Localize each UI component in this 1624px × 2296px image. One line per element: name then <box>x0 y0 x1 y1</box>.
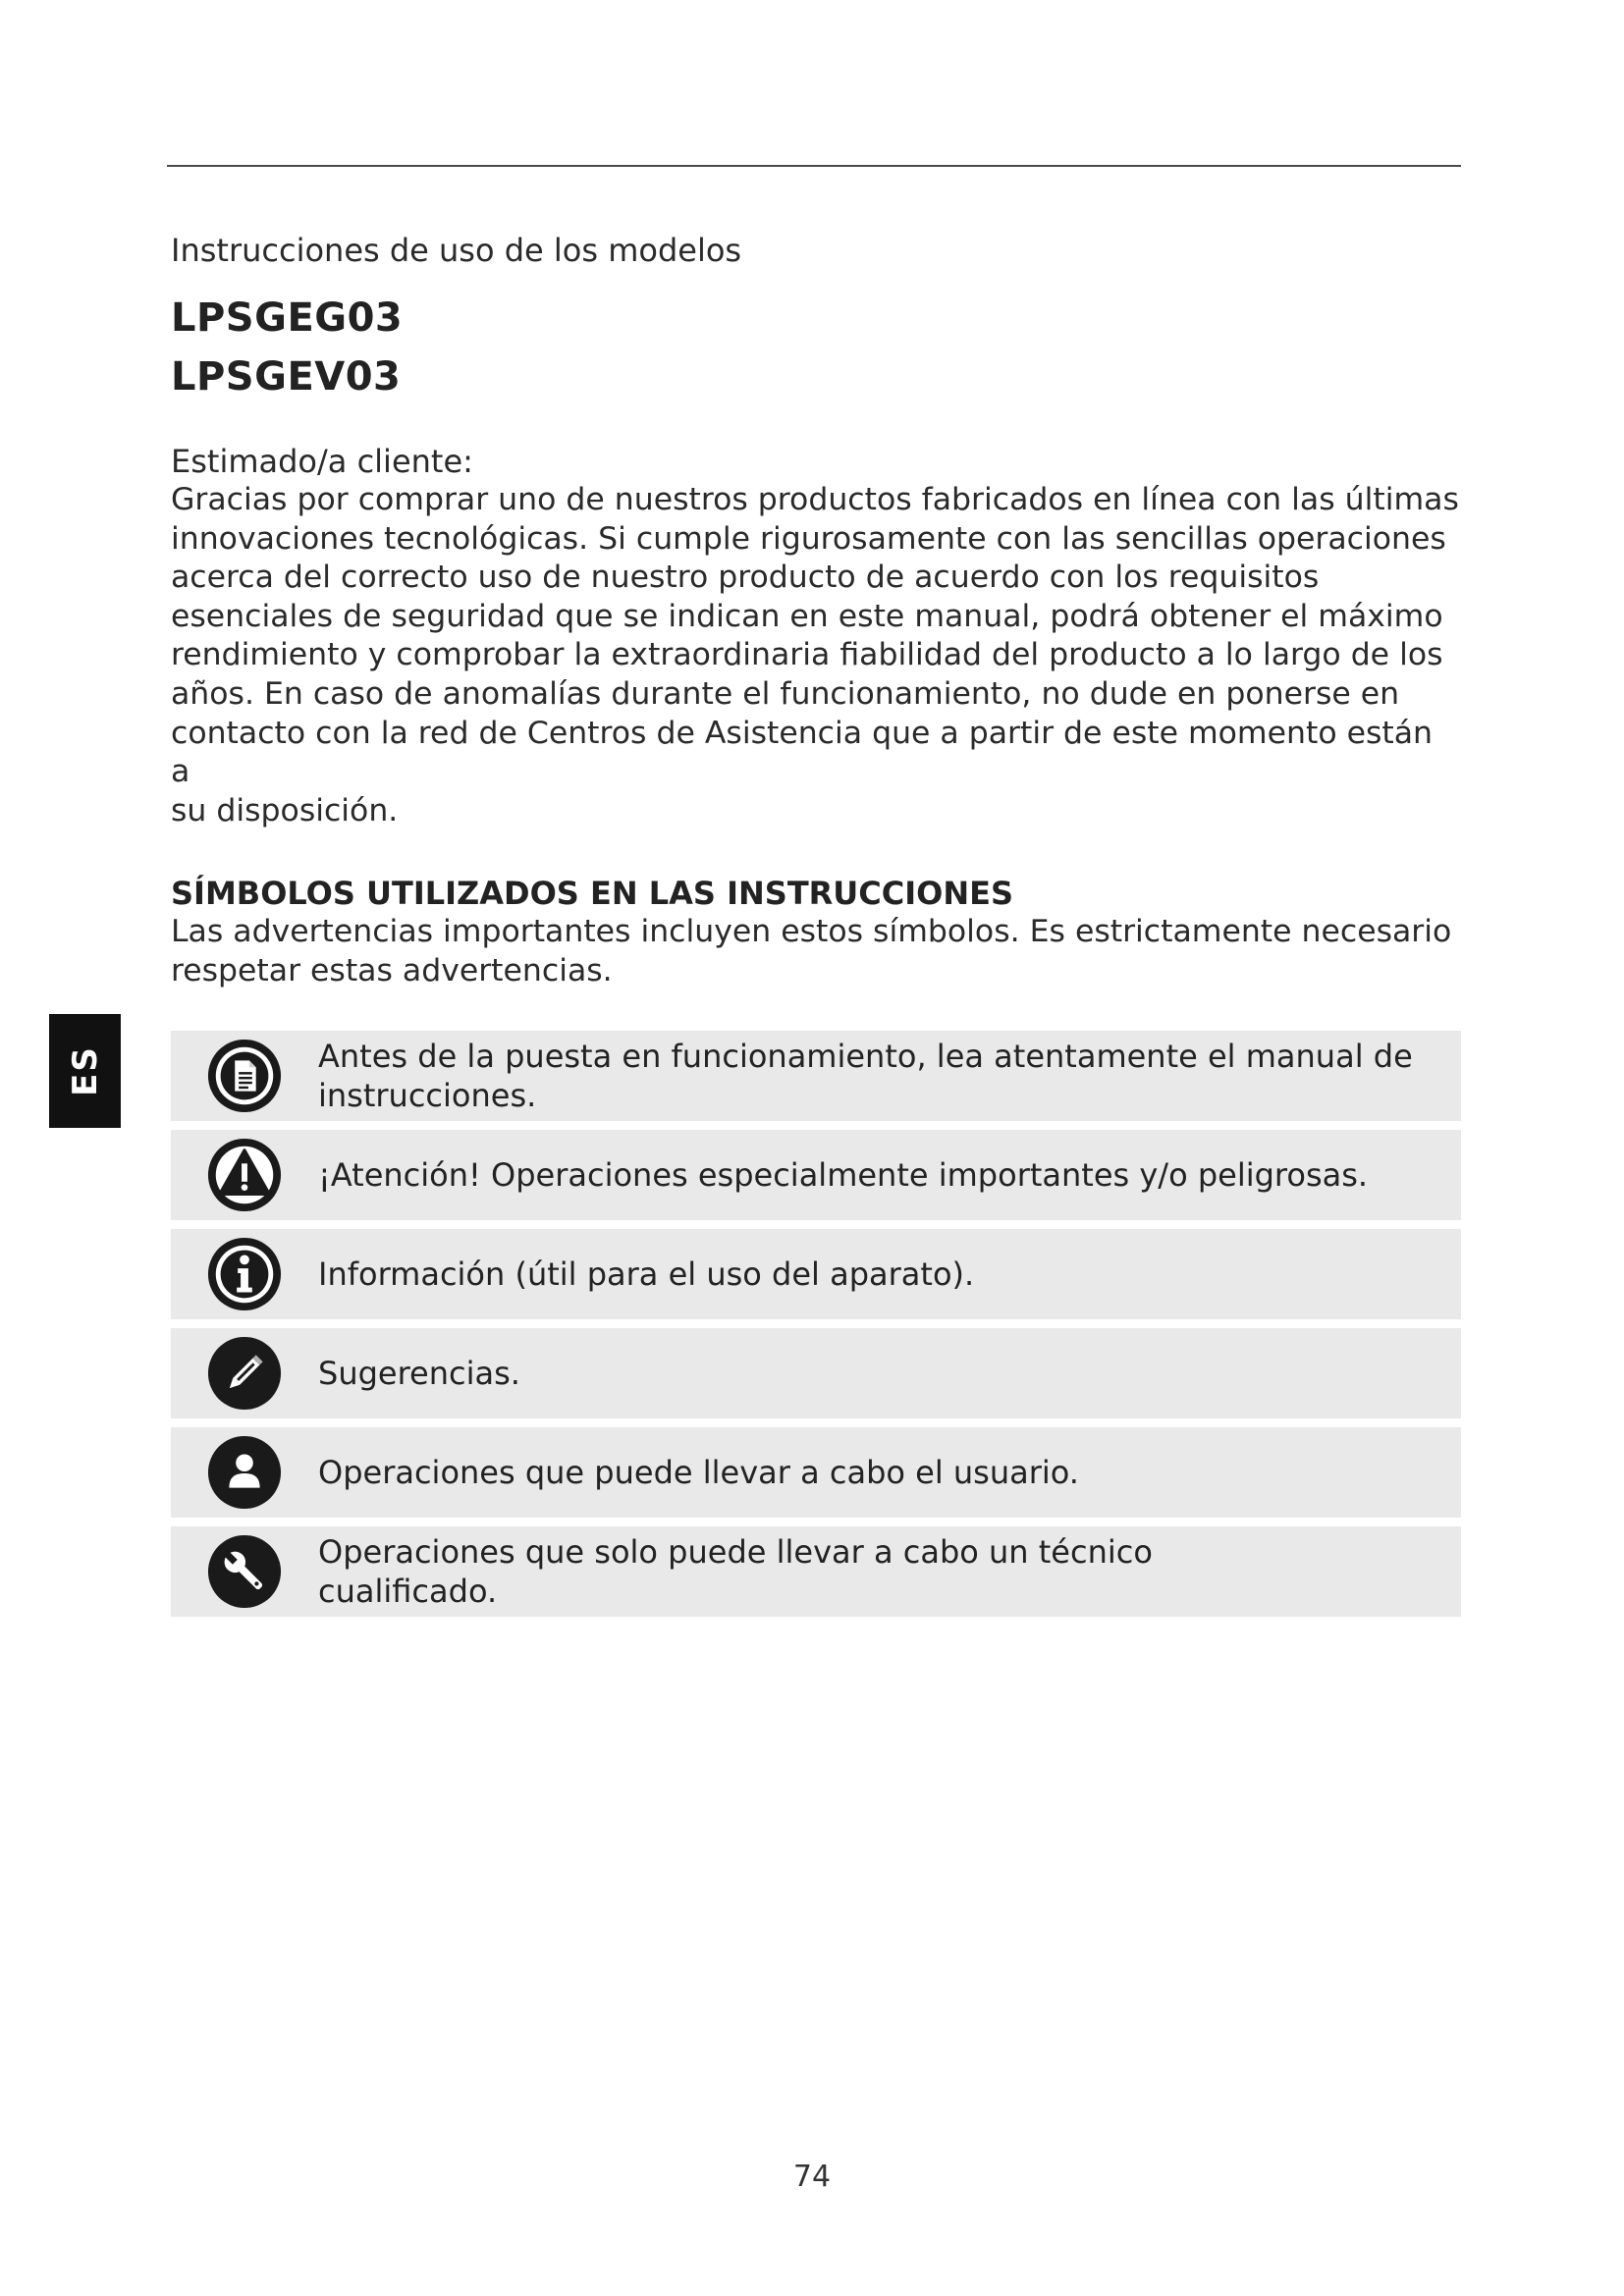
intro-line: Instrucciones de uso de los modelos <box>171 232 742 269</box>
paragraph-line: innovaciones tecnológicas. Si cumple rigurosamente con las sencillas operaciones <box>171 520 1446 557</box>
user-icon <box>171 1427 318 1518</box>
symbol-row-suggestions <box>171 1328 1461 1418</box>
top-divider <box>167 165 1461 167</box>
intro-paragraph <box>171 481 1461 830</box>
language-tab <box>49 1014 121 1128</box>
symbol-text-line: Operaciones que solo puede llevar a cabo un técnico <box>318 1532 1153 1571</box>
symbol-row-user <box>171 1427 1461 1518</box>
wrench-icon <box>171 1526 318 1617</box>
page-content <box>171 228 1461 1626</box>
model-code-2: LPSGEV03 <box>171 354 402 400</box>
symbol-text <box>318 1255 1013 1294</box>
symbol-text <box>318 1453 1118 1492</box>
symbol-text <box>318 1354 560 1393</box>
paragraph-line: su disposición. <box>171 792 399 828</box>
language-tab-label: ES <box>65 1045 105 1096</box>
model-code-1: LPSGEG03 <box>171 295 404 341</box>
symbol-text-line: Información (útil para el uso del aparato). <box>318 1255 975 1293</box>
symbol-text <box>318 1155 1407 1195</box>
pencil-icon <box>171 1328 318 1418</box>
symbol-text-line: ¡Atención! Operaciones especialmente importantes y/o peligrosas. <box>318 1155 1369 1194</box>
paragraph-line: Gracias por comprar uno de nuestros productos fabricados en línea con las últimas <box>171 482 1459 517</box>
symbols-description <box>171 913 1461 990</box>
symbol-row-info <box>171 1229 1461 1319</box>
symbols-heading: SÍMBOLOS UTILIZADOS EN LAS INSTRUCCIONES <box>171 875 1014 913</box>
symbol-row-warning <box>171 1130 1461 1220</box>
description-line: Las advertencias importantes incluyen estos símbolos. Es estrictamente necesario <box>171 914 1452 950</box>
symbol-text-line: cualificado. <box>318 1572 498 1610</box>
symbol-text <box>318 1037 1452 1115</box>
symbol-row-manual <box>171 1031 1461 1121</box>
page-number: 74 <box>792 2160 832 2194</box>
description-line: respetar estas advertencias. <box>171 952 613 988</box>
document-icon <box>171 1031 318 1121</box>
symbol-text <box>318 1532 1192 1611</box>
paragraph-line: acerca del correcto uso de nuestro producto de acuerdo con los requisitos <box>171 560 1320 596</box>
symbol-text-line: instrucciones. <box>318 1076 537 1114</box>
paragraph-line: contacto con la red de Centros de Asistencia que a partir de este momento están a <box>171 715 1434 790</box>
paragraph-line: esenciales de seguridad que se indican en este manual, podrá obtener el máximo <box>171 598 1443 634</box>
symbol-text-line: Antes de la puesta en funcionamiento, lea atentamente el manual de <box>318 1037 1413 1075</box>
greeting: Estimado/a cliente: <box>171 443 473 480</box>
symbols-table <box>171 1031 1461 1617</box>
warning-icon <box>171 1130 318 1220</box>
symbol-text-line: Operaciones que puede llevar a cabo el usuario. <box>318 1453 1079 1491</box>
symbol-text-line: Sugerencias. <box>318 1354 520 1392</box>
info-icon <box>171 1229 318 1319</box>
symbol-row-technician <box>171 1526 1461 1617</box>
paragraph-line: rendimiento y comprobar la extraordinaria fiabilidad del producto a lo largo de los <box>171 637 1443 673</box>
paragraph-line: años. En caso de anomalías durante el funcionamiento, no dude en ponerse en <box>171 675 1400 712</box>
